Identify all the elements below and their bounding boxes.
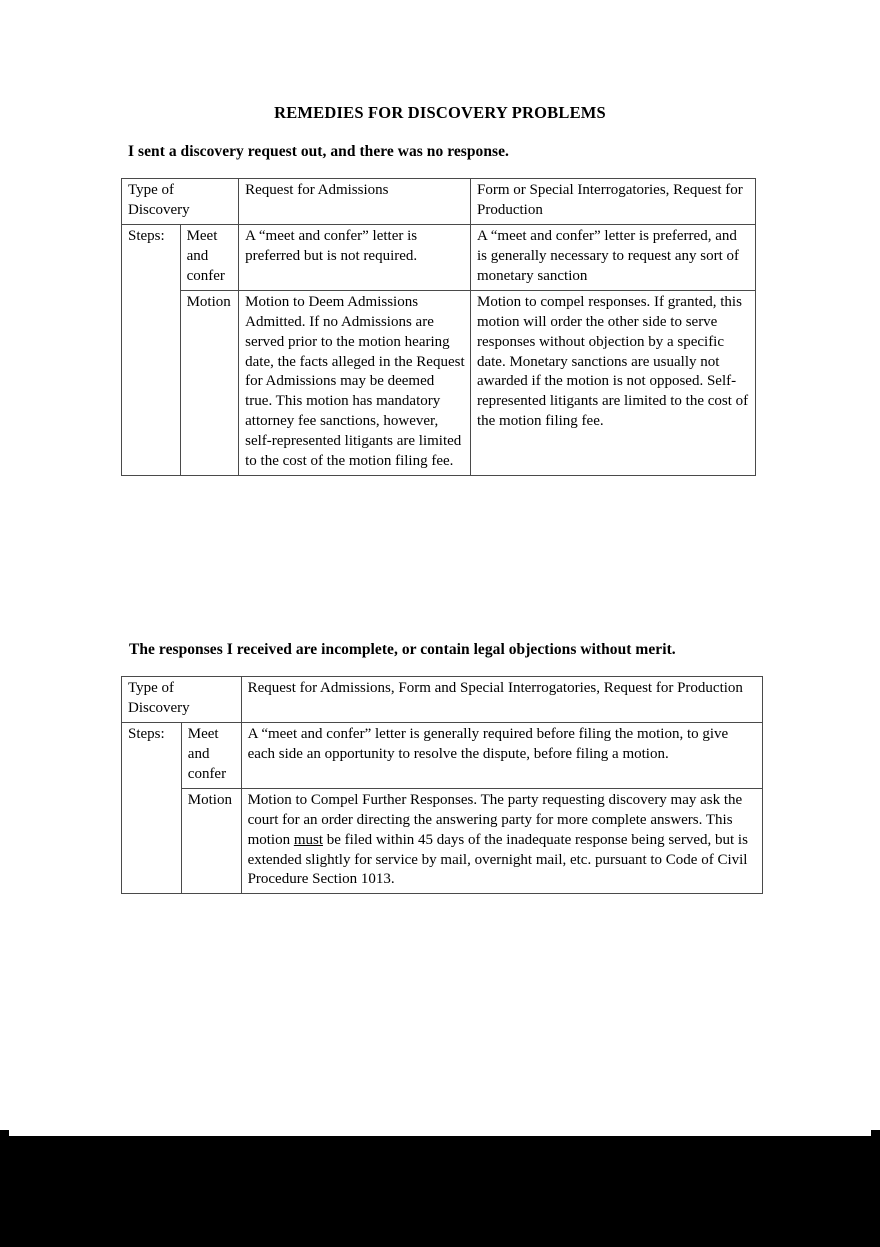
section-heading-incomplete-responses: The responses I received are incomplete, or contain legal objections without merit. [129,641,676,658]
table1-meet-and-confer-admissions: A “meet and confer” letter is preferred but is not required. [239,224,471,290]
discovery-remedies-table-no-response [121,178,756,476]
table2-steps-label: Steps: [122,722,182,894]
table2-motion-description [241,788,762,894]
table-row [122,179,756,225]
table1-steps-label: Steps: [122,224,181,475]
table-row [122,788,763,894]
discovery-remedies-table-incomplete-responses [121,676,763,894]
motion-text-part-one: Motion to Compel Further Responses. The party requesting discovery may ask the court for an order directing the answering party for more complete answers. This motion [247,791,743,848]
section-heading-no-response: I sent a discovery request out, and there was no response. [128,143,509,160]
table-row [122,722,763,788]
table-row [122,290,756,475]
table1-header-interrogatories-production: Form or Special Interrogatories, Request for Production [470,179,755,225]
table2-header-all-discovery-types: Request for Admissions, Form and Special Interrogatories, Request for Production [241,677,762,723]
table-row [122,677,763,723]
table2-meet-and-confer-description: A “meet and confer” letter is generally required before filing the motion, to give each side an opportunity to resolve the dispute, before filing a motion. [241,722,762,788]
table1-meet-and-confer-interrogatories: A “meet and confer” letter is preferred, and is generally necessary to request any sort of monetary sanction [470,224,755,290]
table2-stage-meet-and-confer: Meet and confer [181,722,241,788]
table-row [122,224,756,290]
table1-motion-admissions: Motion to Deem Admissions Admitted. If no Admissions are served prior to the motion hearing date, the facts alleged in the Request for Admissions may be deemed true. This motion has mandatory attorney fee sanctions, however, self-represented litigants are limited to the cost of the motion filing fee. [239,290,471,475]
motion-text-part-two: be filed within 45 days of the inadequate response being served, but is extended slightly for service by mail, overnight mail, etc. pursuant to Code of Civil Procedure Section 1013. [247,831,748,888]
page-title: REMEDIES FOR DISCOVERY PROBLEMS [274,103,606,122]
table1-motion-interrogatories: Motion to compel responses. If granted, this motion will order the other side to serve responses without objection by a specific date. Monetary sanctions are usually not awarded if the motion is not opposed. Self-represented litigants are limited to the cost of the motion filing fee. [470,290,755,475]
table1-header-request-for-admissions: Request for Admissions [239,179,471,225]
motion-text-emphasis-must: must [293,831,324,848]
table1-stage-motion: Motion [180,290,239,475]
table2-stage-motion: Motion [181,788,241,894]
table2-header-type-of-discovery: Type of Discovery [122,677,242,723]
table1-stage-meet-and-confer: Meet and confer [180,224,239,290]
scan-artifact-black-band [0,1136,880,1247]
table1-header-type-of-discovery: Type of Discovery [122,179,239,225]
